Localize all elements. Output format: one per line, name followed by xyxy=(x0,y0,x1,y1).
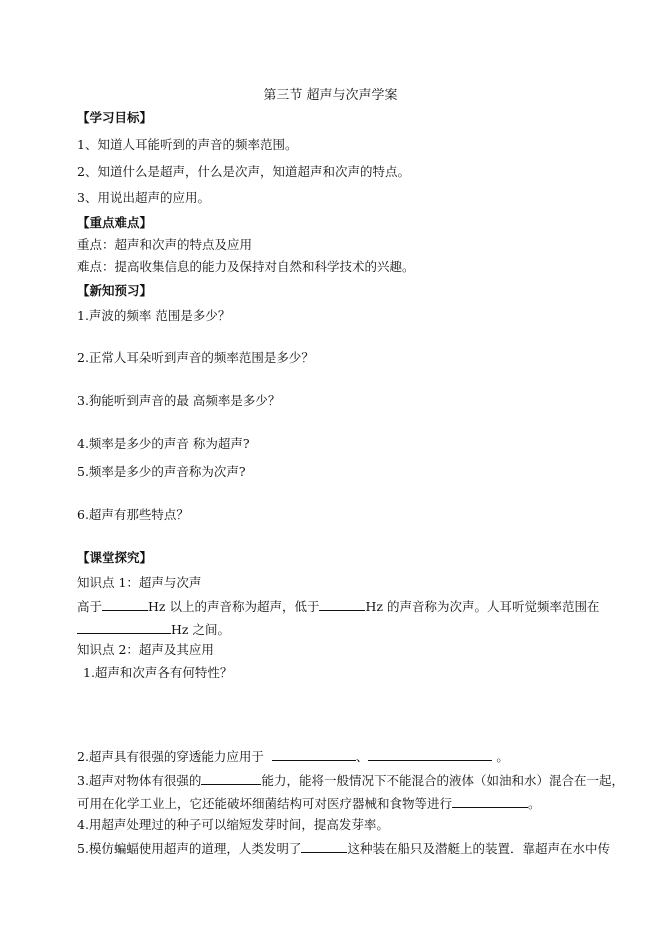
key-heading: 【重点难点】 xyxy=(77,215,153,230)
preview-question-4: 4.频率是多少的声音 称为超声? xyxy=(77,436,250,451)
kp2-question-1: 1.超声和次声各有何特性？ xyxy=(83,665,233,680)
kp1-text-d: Hz 之间。 xyxy=(171,622,230,637)
goals-heading: 【学习目标】 xyxy=(77,110,153,125)
kp1-fill-line-1 xyxy=(77,598,599,615)
kp2-q5-text-a: 5.模仿蝙蝠使用超声的道理，人类发明了 xyxy=(77,841,302,856)
goal-item-1: 1、知道人耳能听到的声音的频率范围。 xyxy=(77,137,298,152)
kp2-question-3 xyxy=(77,772,624,789)
key-difficulty: 难点：提高收集信息的能力及保持对自然和科学技术的兴趣。 xyxy=(77,259,415,274)
preview-question-1: 1.声波的频率 范围是多少？ xyxy=(77,308,231,323)
key-focus: 重点：超声和次声的特点及应用 xyxy=(77,237,253,252)
kp2-q2-end: 。 xyxy=(496,749,509,764)
answer-blank[interactable] xyxy=(368,748,492,761)
answer-blank[interactable] xyxy=(272,748,356,761)
kp2-q5-text-b: 这种装在船只及潜艇上的装置．靠超声在水中传 xyxy=(347,841,610,856)
answer-blank[interactable] xyxy=(102,598,148,611)
kp1-text-a: 高于 xyxy=(77,599,103,614)
answer-blank[interactable] xyxy=(201,772,261,785)
goal-item-3: 3、用说出超声的应用。 xyxy=(77,190,210,205)
answer-blank[interactable] xyxy=(452,795,528,808)
preview-question-6: 6.超声有那些特点？ xyxy=(77,507,189,522)
kp2-question-2 xyxy=(77,748,509,765)
kp2-question-3-cont xyxy=(77,795,541,812)
goal-item-2: 2、知道什么是超声，什么是次声，知道超声和次声的特点。 xyxy=(77,164,410,179)
kp2-q3-end: 。 xyxy=(528,796,541,811)
kp2-q3-text-c: 可用在化学工业上，它还能破坏细菌结构可对医疗器械和食物等进行 xyxy=(77,796,453,811)
answer-blank[interactable] xyxy=(77,621,171,634)
kp2-question-4: 4.用超声处理过的种子可以缩短发芽时间，提高发芽率。 xyxy=(77,817,389,832)
kp2-question-5 xyxy=(77,840,610,857)
preview-heading: 【新知预习】 xyxy=(77,283,153,298)
answer-blank[interactable] xyxy=(319,598,365,611)
kp2-q3-text-b: 能力，能将一般情况下不能混合的液体（如油和水）混合在一起， xyxy=(261,773,624,788)
kp1-fill-line-2 xyxy=(77,621,230,638)
preview-question-3: 3.狗能听到声音的最 高频率是多少？ xyxy=(77,393,281,408)
knowledge-point-2-title: 知识点 2：超声及其应用 xyxy=(77,642,214,657)
page-title: 第三节 超声与次声学案 xyxy=(263,88,398,103)
kp2-q2-text: 2.超声具有很强的穿透能力应用于 xyxy=(77,749,264,764)
answer-blank[interactable] xyxy=(301,840,347,853)
kp2-q2-separator: 、 xyxy=(355,749,369,764)
kp1-text-b: Hz 以上的声音称为超声，低于 xyxy=(148,599,320,614)
explore-heading: 【课堂探究】 xyxy=(77,550,153,565)
preview-question-5: 5.频率是多少的声音称为次声? xyxy=(77,464,246,479)
kp2-q3-text-a: 3.超声对物体有很强的 xyxy=(77,773,202,788)
knowledge-point-1-title: 知识点 1：超声与次声 xyxy=(77,575,202,590)
kp1-text-c: Hz 的声音称为次声。人耳听觉频率范围在 xyxy=(365,599,600,614)
preview-question-2: 2.正常人耳朵听到声音的频率范围是多少？ xyxy=(77,350,314,365)
